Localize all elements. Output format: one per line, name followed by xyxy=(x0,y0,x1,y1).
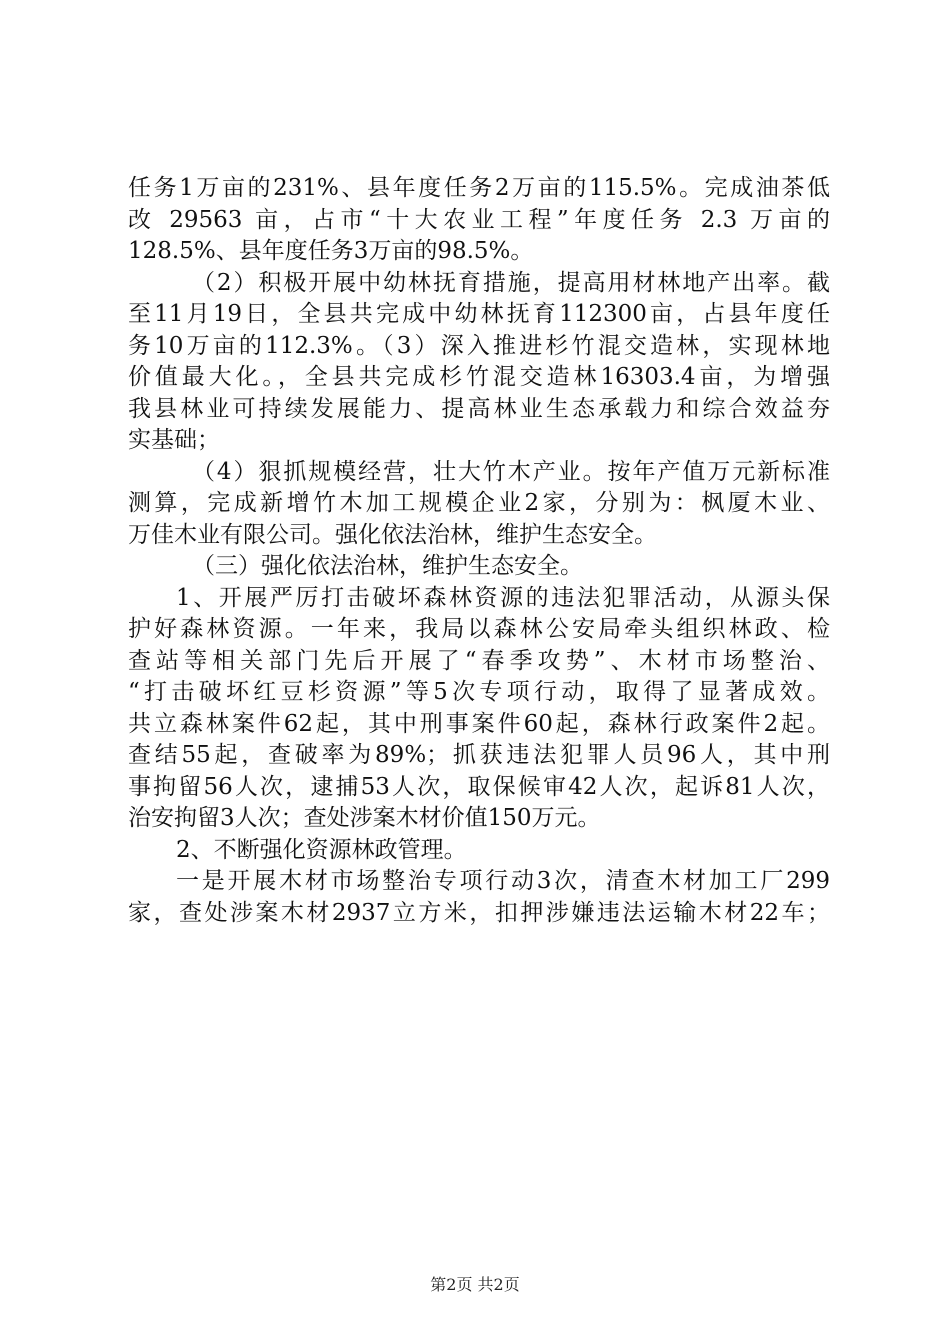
text-line: 查结55起，查破率为89%；抓获违法犯罪人员96人，其中刑 xyxy=(128,742,830,768)
text-line: （4）狠抓规模经营，壮大竹木产业。按年产值万元新标准 xyxy=(192,458,830,485)
text-line: “打击破坏红豆杉资源”等5次专项行动，取得了显著成效。 xyxy=(128,679,830,705)
text-line: 128.5%、县年度任务3万亩的98.5%。 xyxy=(128,238,534,264)
text-line: 共立森林案件62起，其中刑事案件60起，森林行政案件2起。 xyxy=(128,710,830,737)
text-line: 治安拘留3人次；查处涉案木材价值150万元。 xyxy=(128,805,601,831)
text-line: 任务1万亩的231%、县年度任务2万亩的115.5%。完成油茶低 xyxy=(128,175,830,201)
text-line: 家，查处涉案木材2937立方米，扣押涉嫌违法运输木材22车； xyxy=(128,899,830,926)
text-line: 查站等相关部门先后开展了“春季攻势”、木材市场整治、 xyxy=(128,647,830,674)
text-line: 价值最大化。，全县共完成杉竹混交造林16303.4亩，为增强 xyxy=(128,364,830,390)
page-number-footer: 第2页 共2页 xyxy=(430,1275,520,1294)
text-line: 我县林业可持续发展能力、提高林业生态承载力和综合效益夯 xyxy=(128,395,830,422)
document-body xyxy=(128,173,830,929)
text-line: 事拘留56人次，逮捕53人次，取保候审42人次，起诉81人次， xyxy=(128,773,830,800)
text-line: 护好森林资源。一年来，我局以森林公安局牵头组织林政、检 xyxy=(128,616,830,642)
text-line: 一是开展木材市场整治专项行动3次，清查木材加工厂299 xyxy=(176,868,830,894)
text-line: 改 29563 亩，占市“十大农业工程”年度任务 2.3 万亩的 xyxy=(128,206,830,233)
text-line: 至11月19日，全县共完成中幼林抚育112300亩，占县年度任 xyxy=(128,301,830,327)
text-line: 测算，完成新增竹木加工规模企业2家，分别为：枫厦木业、 xyxy=(128,490,830,516)
text-line: 实基础； xyxy=(128,427,220,453)
text-line: （2）积极开展中幼林抚育措施，提高用材林地产出率。截 xyxy=(192,269,830,296)
subsection-heading: 2、不断强化资源林政管理。 xyxy=(176,836,467,863)
text-line: 万佳木业有限公司。强化依法治林，维护生态安全。 xyxy=(128,521,657,548)
text-line: 务10万亩的112.3%。（3）深入推进杉竹混交造林，实现林地 xyxy=(128,332,830,359)
text-line: 1、开展严厉打击破坏森林资源的违法犯罪活动，从源头保 xyxy=(176,584,830,611)
section-heading: （三）强化依法治林，维护生态安全。 xyxy=(192,553,583,579)
